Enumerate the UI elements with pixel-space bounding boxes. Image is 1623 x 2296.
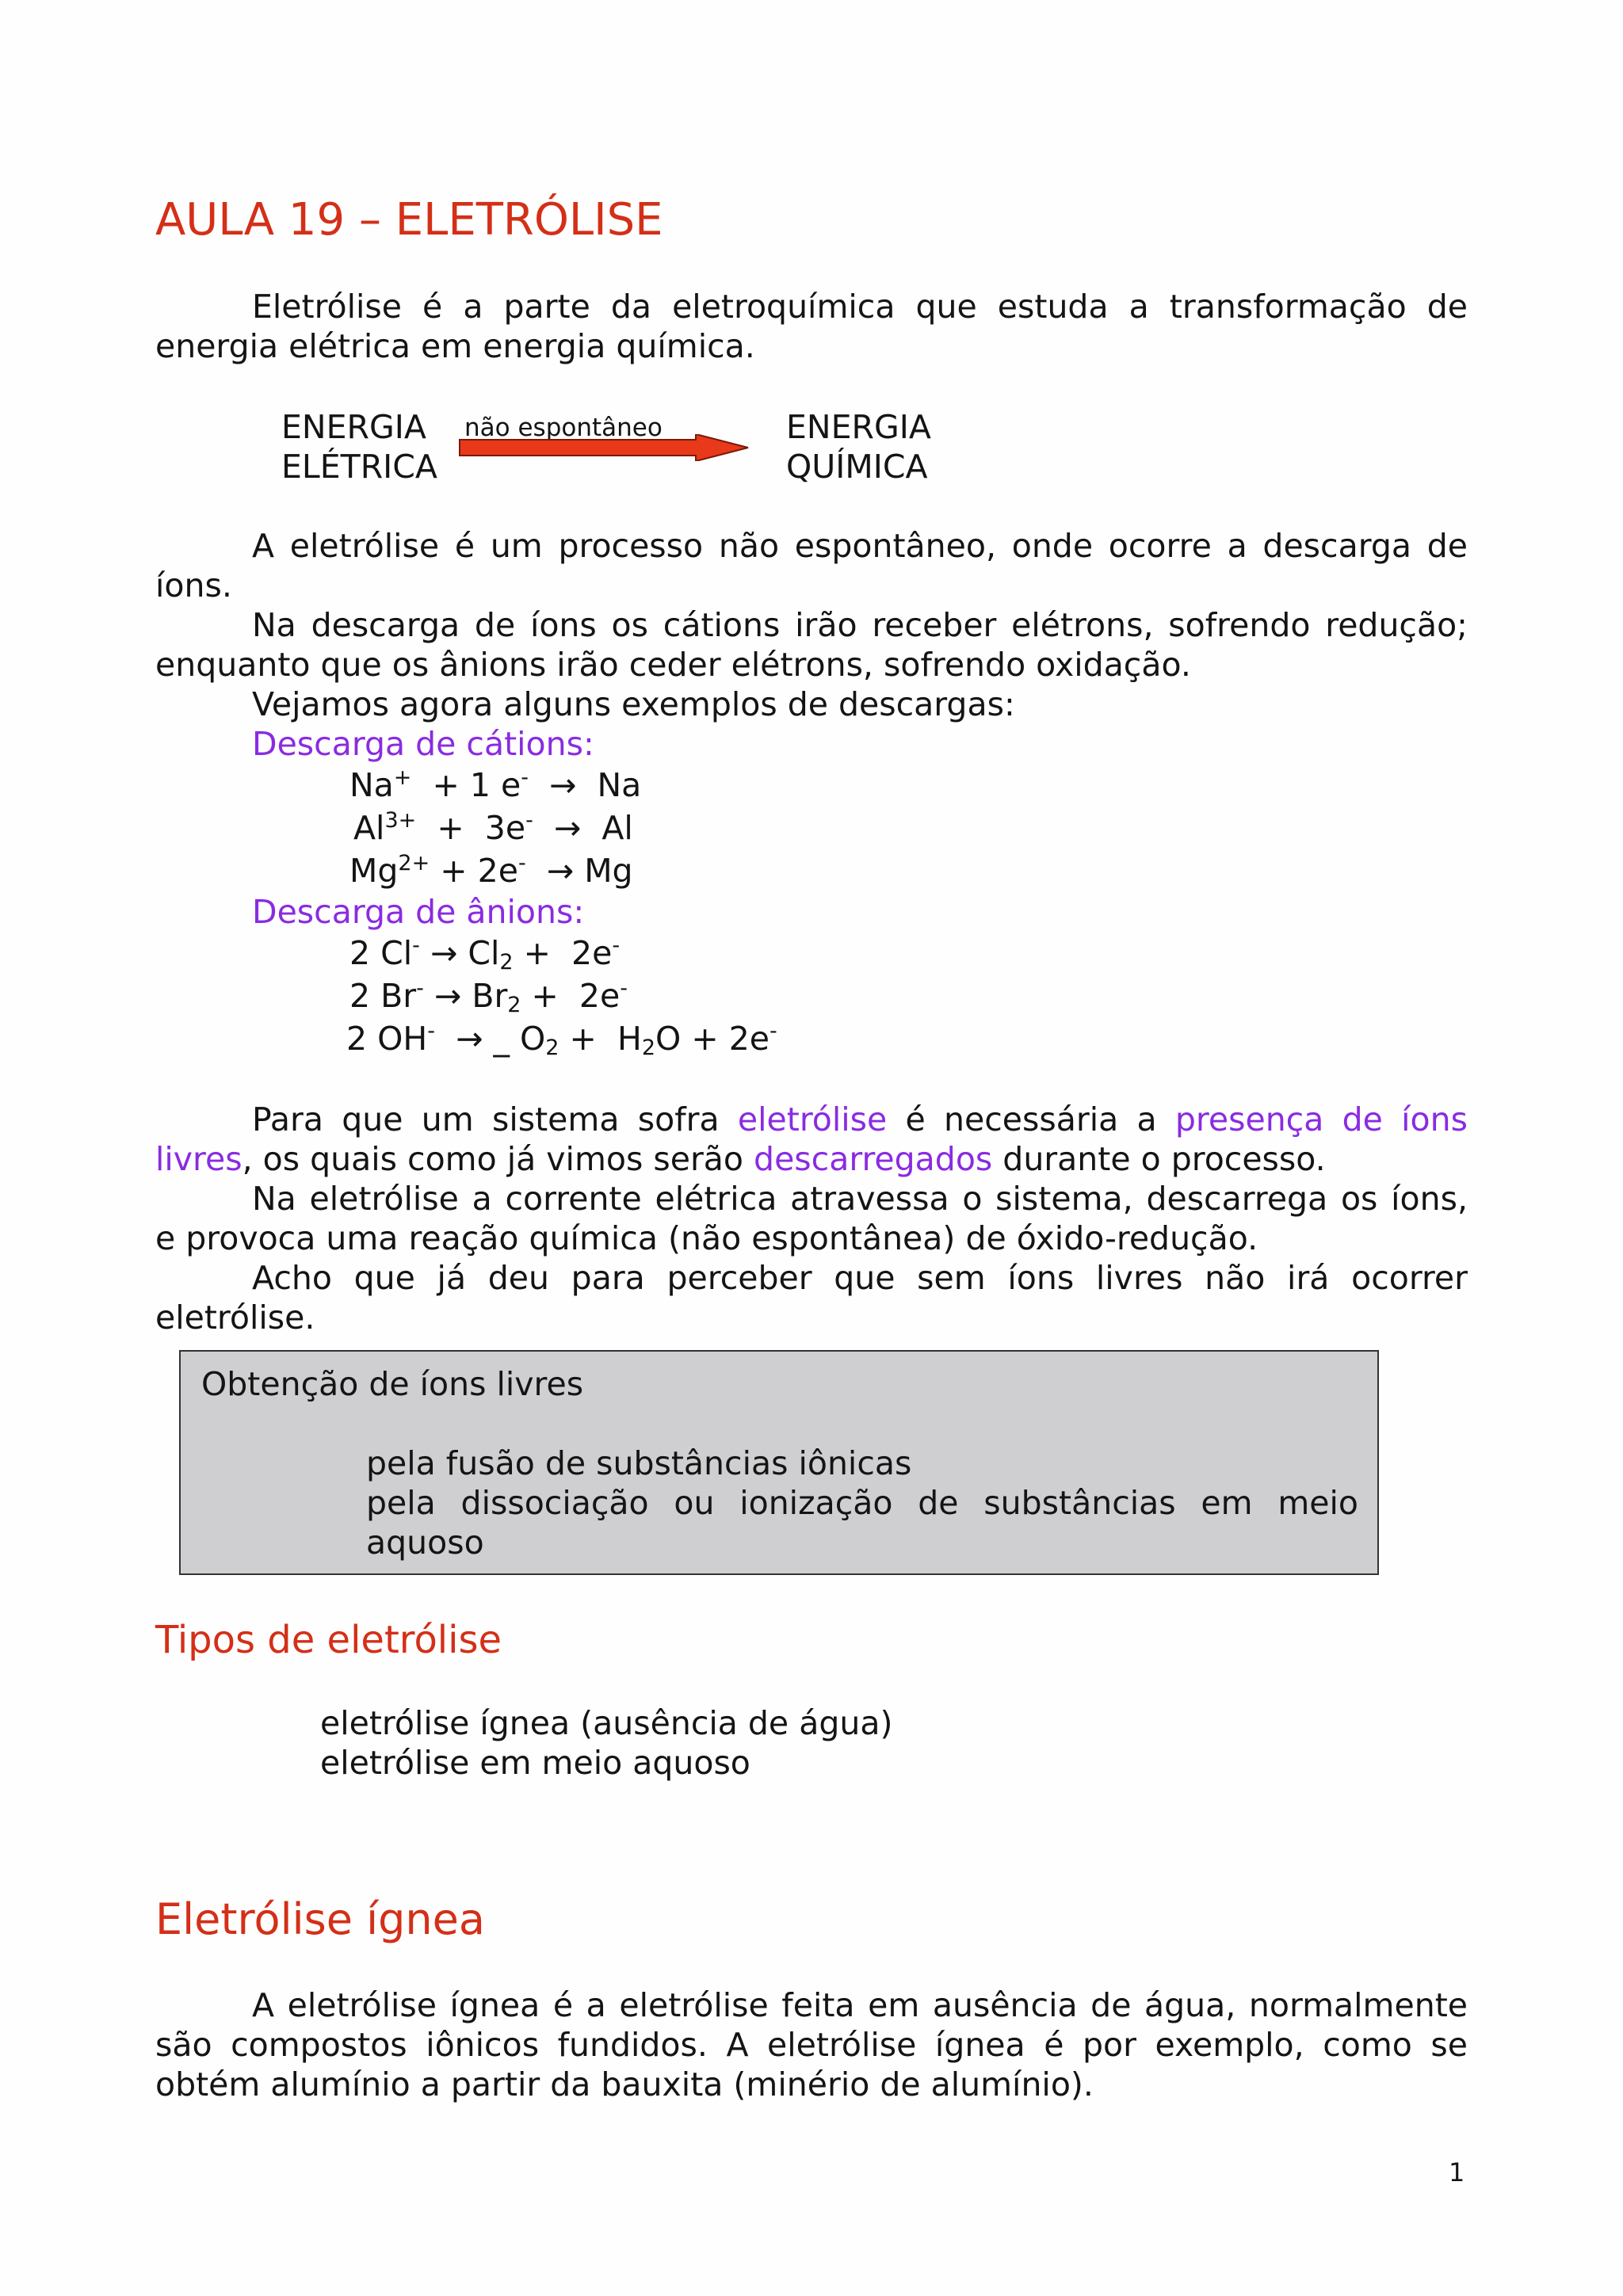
anion-equation: 2 $Br^- \to Br_2 + 2e^-$: [349, 976, 628, 1017]
paragraph-2: Na descarga de íons os cátions irão receber elétrons, sofrendo redução; enquanto que os ânions irão ceder elétrons, sofrendo oxidação.: [155, 606, 1468, 684]
anion-equation: 2 OH- → _ $O_2 + H_2O + 2e^-$: [346, 1019, 777, 1060]
page-title: AULA 19 – ELETRÓLISE: [155, 194, 663, 246]
box-title: Obtenção de íons livres: [201, 1365, 584, 1403]
ignea-paragraph: A eletrólise ígnea é a eletrólise feita em ausência de água, normalmente são compostos iônicos fundidos. A eletrólise ígnea é por exemplo, como se obtém alumínio a partir da bauxita (minério de alumínio).: [155, 1986, 1468, 2103]
reaction-arrow-icon: [458, 434, 751, 461]
paragraph-1: A eletrólise é um processo não espontâneo, onde ocorre a descarga de íons.: [155, 527, 1468, 605]
anions-heading: Descarga de ânions:: [252, 893, 585, 931]
anion-equation: 2 $Cl^- \to Cl_2 + 2e^-$: [349, 933, 621, 974]
box-item-2: pela dissociação ou ionização de substâncias em meio aquoso: [366, 1484, 1358, 1562]
paragraph-6: Acho que já deu para perceber que sem íons livres não irá ocorrer eletrólise.: [155, 1259, 1468, 1337]
box-item-1: pela fusão de substâncias iônicas: [366, 1444, 912, 1482]
energy-electric-label: ENERGIA ELÉTRICA: [281, 408, 437, 486]
paragraph-5: Na eletrólise a corrente elétrica atravessa o sistema, descarrega os íons, e provoca uma reação química (não espontânea) de óxido-redução.: [155, 1180, 1468, 1257]
cation-equation: Na+ + 1 e- → Na: [349, 765, 642, 804]
cations-heading: Descarga de cátions:: [252, 725, 594, 763]
ignea-heading: Eletrólise ígnea: [155, 1894, 485, 1944]
paragraph-4: Para que um sistema sofra eletrólise é necessária a presença de íons livres, os quais como já vimos serão descarregados durante o processo.: [155, 1100, 1468, 1178]
cation-equation: $Mg^{2+} + 2e^- \to Mg$: [349, 851, 633, 890]
energy-chemical-label: ENERGIA QUÍMICA: [786, 408, 931, 486]
paragraph-3: Vejamos agora alguns exemplos de descargas:: [252, 685, 1015, 723]
tipo-item: eletrólise em meio aquoso: [320, 1744, 750, 1782]
intro-paragraph: Eletrólise é a parte da eletroquímica que estuda a transformação de energia elétrica em energia química.: [155, 288, 1468, 365]
page-number: 1: [1449, 2157, 1465, 2187]
cation-equation: $Al^{3+} + 3e^- \to Al$: [353, 808, 633, 847]
arrow-label: não espontâneo: [464, 414, 663, 442]
tipo-item: eletrólise ígnea (ausência de água): [320, 1704, 893, 1742]
tipos-heading: Tipos de eletrólise: [155, 1618, 502, 1662]
